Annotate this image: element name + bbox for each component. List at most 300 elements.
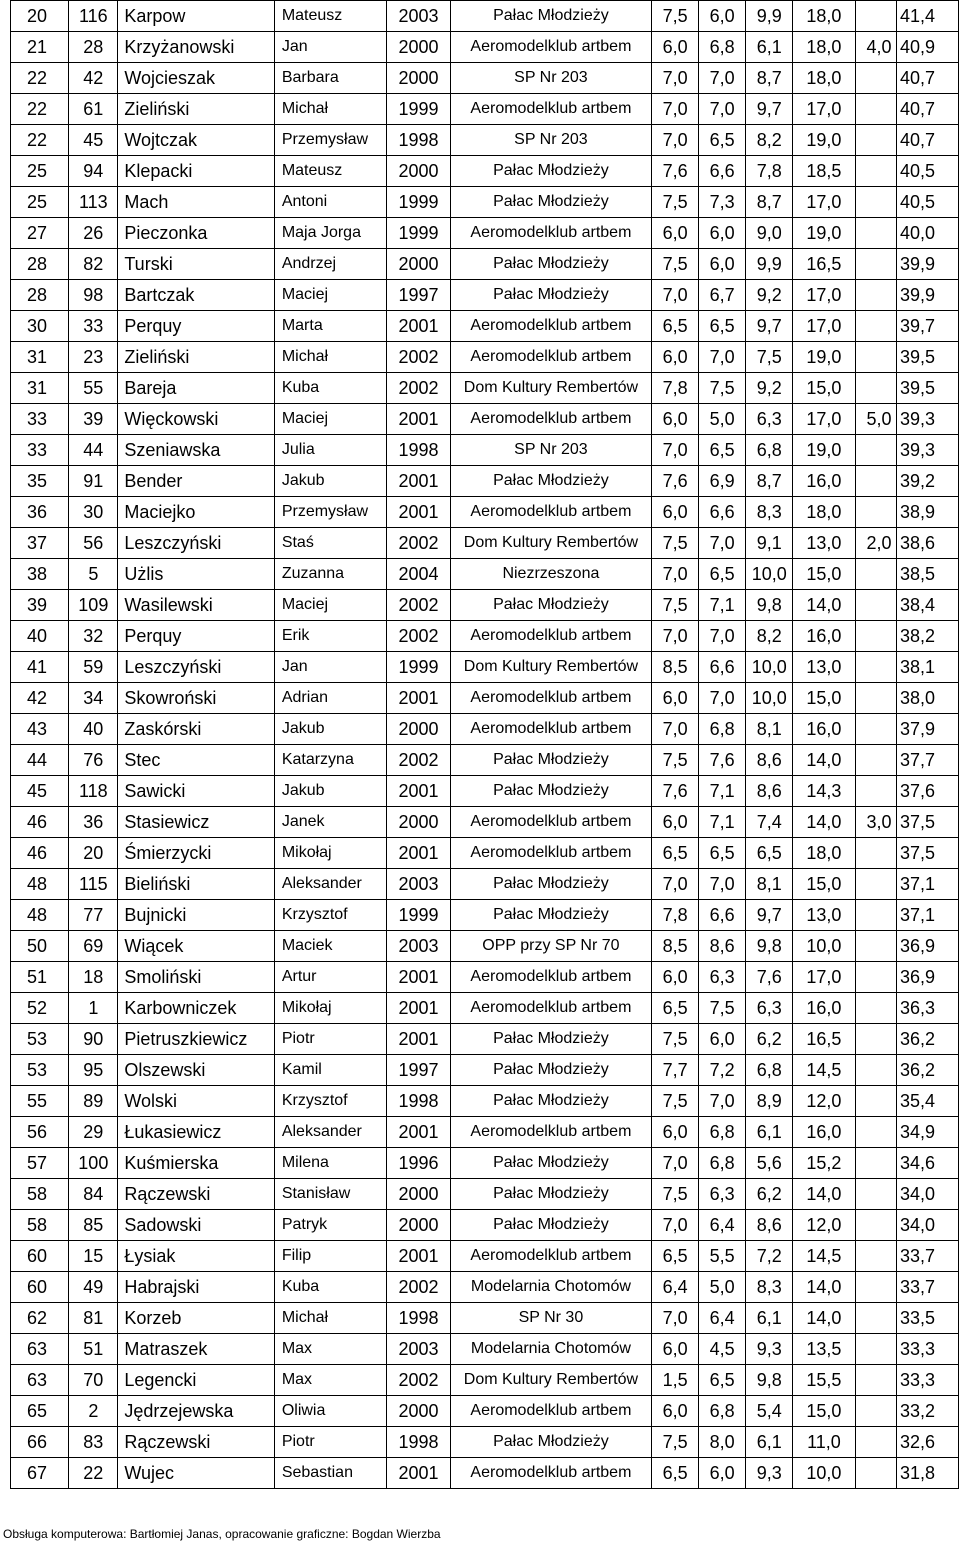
table-row [11,1179,959,1210]
birth-year-cell: 2000 [387,1179,450,1210]
first-name-cell: Przemysław [274,125,386,156]
score-3-cell: 9,7 [746,311,793,342]
club-cell: Aeromodelklub artbem [450,807,651,838]
birth-year-cell: 1999 [387,187,450,218]
penalty-cell [855,962,896,993]
total-cell: 38,9 [896,497,959,528]
penalty-cell [855,373,896,404]
last-name-cell: Zaskórski [118,714,274,745]
score-1-cell: 7,0 [652,1210,699,1241]
club-cell: Modelarnia Chotomów [450,1272,651,1303]
score-2-cell: 6,6 [699,497,746,528]
last-name-cell: Rączewski [118,1427,274,1458]
last-name-cell: Wojtczak [118,125,274,156]
birth-year-cell: 2002 [387,373,450,404]
birth-year-cell: 2001 [387,466,450,497]
score-1-cell: 7,7 [652,1055,699,1086]
start-number-cell: 91 [69,466,118,497]
club-cell: Aeromodelklub artbem [450,497,651,528]
first-name-cell: Jakub [274,714,386,745]
penalty-cell [855,652,896,683]
score-2-cell: 7,1 [699,776,746,807]
place-cell: 46 [11,838,69,869]
start-number-cell: 30 [69,497,118,528]
score-4-cell: 19,0 [793,435,855,466]
place-cell: 25 [11,156,69,187]
start-number-cell: 94 [69,156,118,187]
first-name-cell: Andrzej [274,249,386,280]
score-1-cell: 6,0 [652,404,699,435]
place-cell: 20 [11,1,69,32]
score-4-cell: 18,5 [793,156,855,187]
last-name-cell: Bieliński [118,869,274,900]
table-row [11,311,959,342]
club-cell: SP Nr 203 [450,63,651,94]
score-2-cell: 7,3 [699,187,746,218]
table-row [11,94,959,125]
score-1-cell: 7,5 [652,1427,699,1458]
start-number-cell: 83 [69,1427,118,1458]
score-2-cell: 7,0 [699,528,746,559]
first-name-cell: Mateusz [274,156,386,187]
club-cell: Pałac Młodzieży [450,466,651,497]
last-name-cell: Perquy [118,311,274,342]
last-name-cell: Wolski [118,1086,274,1117]
total-cell: 37,1 [896,900,959,931]
last-name-cell: Zieliński [118,342,274,373]
start-number-cell: 44 [69,435,118,466]
score-2-cell: 7,0 [699,342,746,373]
place-cell: 60 [11,1272,69,1303]
first-name-cell: Adrian [274,683,386,714]
score-2-cell: 6,7 [699,280,746,311]
score-4-cell: 16,0 [793,1117,855,1148]
score-4-cell: 19,0 [793,218,855,249]
score-1-cell: 6,0 [652,1396,699,1427]
start-number-cell: 15 [69,1241,118,1272]
score-4-cell: 18,0 [793,63,855,94]
score-1-cell: 7,8 [652,373,699,404]
first-name-cell: Maja Jorga [274,218,386,249]
penalty-cell [855,249,896,280]
start-number-cell: 22 [69,1458,118,1489]
start-number-cell: 28 [69,32,118,63]
score-1-cell: 7,6 [652,156,699,187]
club-cell: Pałac Młodzieży [450,590,651,621]
score-2-cell: 7,0 [699,683,746,714]
score-2-cell: 8,6 [699,931,746,962]
last-name-cell: Bartczak [118,280,274,311]
last-name-cell: Leszczyński [118,528,274,559]
score-3-cell: 9,0 [746,218,793,249]
place-cell: 22 [11,125,69,156]
place-cell: 50 [11,931,69,962]
table-row [11,683,959,714]
score-2-cell: 6,5 [699,1365,746,1396]
last-name-cell: Karpow [118,1,274,32]
place-cell: 58 [11,1210,69,1241]
place-cell: 40 [11,621,69,652]
club-cell: Pałac Młodzieży [450,1427,651,1458]
score-3-cell: 8,2 [746,621,793,652]
score-2-cell: 6,0 [699,218,746,249]
club-cell: Aeromodelklub artbem [450,1458,651,1489]
penalty-cell [855,559,896,590]
place-cell: 35 [11,466,69,497]
penalty-cell [855,1,896,32]
birth-year-cell: 2002 [387,1272,450,1303]
birth-year-cell: 1999 [387,218,450,249]
birth-year-cell: 2002 [387,1365,450,1396]
last-name-cell: Kuśmierska [118,1148,274,1179]
total-cell: 39,3 [896,435,959,466]
score-4-cell: 14,0 [793,590,855,621]
total-cell: 38,6 [896,528,959,559]
score-3-cell: 7,6 [746,962,793,993]
table-row [11,807,959,838]
score-2-cell: 7,1 [699,807,746,838]
total-cell: 37,5 [896,838,959,869]
score-1-cell: 7,0 [652,1148,699,1179]
score-3-cell: 8,7 [746,466,793,497]
table-row [11,776,959,807]
score-4-cell: 14,5 [793,1055,855,1086]
start-number-cell: 109 [69,590,118,621]
total-cell: 38,0 [896,683,959,714]
start-number-cell: 85 [69,1210,118,1241]
score-2-cell: 6,3 [699,1179,746,1210]
total-cell: 33,7 [896,1241,959,1272]
table-row [11,1055,959,1086]
score-4-cell: 14,3 [793,776,855,807]
score-4-cell: 13,0 [793,900,855,931]
first-name-cell: Michał [274,94,386,125]
score-2-cell: 6,3 [699,962,746,993]
results-table-body [11,1,959,1489]
place-cell: 48 [11,869,69,900]
penalty-cell [855,1458,896,1489]
club-cell: Pałac Młodzieży [450,776,651,807]
table-row [11,1458,959,1489]
club-cell: Pałac Młodzieży [450,869,651,900]
total-cell: 31,8 [896,1458,959,1489]
table-row [11,404,959,435]
score-1-cell: 6,0 [652,218,699,249]
total-cell: 40,9 [896,32,959,63]
birth-year-cell: 1997 [387,1055,450,1086]
table-row [11,342,959,373]
first-name-cell: Maciej [274,280,386,311]
score-1-cell: 7,8 [652,900,699,931]
table-row [11,63,959,94]
score-1-cell: 8,5 [652,931,699,962]
place-cell: 58 [11,1179,69,1210]
place-cell: 48 [11,900,69,931]
score-3-cell: 7,8 [746,156,793,187]
score-3-cell: 9,8 [746,1365,793,1396]
score-1-cell: 7,0 [652,869,699,900]
start-number-cell: 55 [69,373,118,404]
score-3-cell: 6,2 [746,1179,793,1210]
start-number-cell: 18 [69,962,118,993]
score-2-cell: 6,6 [699,156,746,187]
score-2-cell: 7,1 [699,590,746,621]
total-cell: 39,9 [896,280,959,311]
total-cell: 38,2 [896,621,959,652]
club-cell: OPP przy SP Nr 70 [450,931,651,962]
penalty-cell [855,745,896,776]
place-cell: 51 [11,962,69,993]
club-cell: Aeromodelklub artbem [450,1396,651,1427]
score-4-cell: 15,0 [793,683,855,714]
score-1-cell: 6,4 [652,1272,699,1303]
first-name-cell: Max [274,1334,386,1365]
score-4-cell: 17,0 [793,311,855,342]
penalty-cell [855,714,896,745]
score-3-cell: 8,7 [746,187,793,218]
penalty-cell [855,1427,896,1458]
penalty-cell [855,931,896,962]
birth-year-cell: 2001 [387,776,450,807]
birth-year-cell: 2000 [387,32,450,63]
total-cell: 39,7 [896,311,959,342]
place-cell: 46 [11,807,69,838]
score-2-cell: 7,0 [699,869,746,900]
place-cell: 37 [11,528,69,559]
penalty-cell [855,1334,896,1365]
score-3-cell: 6,2 [746,1024,793,1055]
birth-year-cell: 1998 [387,1303,450,1334]
score-1-cell: 6,0 [652,32,699,63]
score-1-cell: 7,5 [652,745,699,776]
birth-year-cell: 1997 [387,280,450,311]
total-cell: 36,2 [896,1024,959,1055]
first-name-cell: Kuba [274,373,386,404]
club-cell: Aeromodelklub artbem [450,404,651,435]
club-cell: Pałac Młodzieży [450,900,651,931]
results-table [10,0,959,1489]
score-1-cell: 7,0 [652,714,699,745]
total-cell: 40,0 [896,218,959,249]
score-1-cell: 7,0 [652,559,699,590]
penalty-cell: 3,0 [855,807,896,838]
score-3-cell: 6,5 [746,838,793,869]
first-name-cell: Filip [274,1241,386,1272]
table-row [11,1272,959,1303]
last-name-cell: Smoliński [118,962,274,993]
last-name-cell: Mach [118,187,274,218]
score-1-cell: 1,5 [652,1365,699,1396]
first-name-cell: Kuba [274,1272,386,1303]
penalty-cell [855,497,896,528]
birth-year-cell: 2000 [387,1210,450,1241]
total-cell: 36,2 [896,1055,959,1086]
score-4-cell: 18,0 [793,32,855,63]
score-4-cell: 16,0 [793,466,855,497]
total-cell: 35,4 [896,1086,959,1117]
score-2-cell: 5,0 [699,1272,746,1303]
first-name-cell: Aleksander [274,1117,386,1148]
penalty-cell [855,280,896,311]
penalty-cell: 5,0 [855,404,896,435]
total-cell: 32,6 [896,1427,959,1458]
club-cell: SP Nr 30 [450,1303,651,1334]
table-row [11,1334,959,1365]
place-cell: 22 [11,63,69,94]
first-name-cell: Katarzyna [274,745,386,776]
score-3-cell: 6,8 [746,435,793,466]
table-row [11,1148,959,1179]
score-4-cell: 14,0 [793,807,855,838]
last-name-cell: Sawicki [118,776,274,807]
club-cell: Pałac Młodzieży [450,1148,651,1179]
first-name-cell: Jakub [274,466,386,497]
birth-year-cell: 2000 [387,714,450,745]
score-3-cell: 5,6 [746,1148,793,1179]
last-name-cell: Wujec [118,1458,274,1489]
table-row [11,218,959,249]
score-3-cell: 9,2 [746,280,793,311]
birth-year-cell: 1998 [387,1427,450,1458]
start-number-cell: 34 [69,683,118,714]
start-number-cell: 33 [69,311,118,342]
start-number-cell: 56 [69,528,118,559]
penalty-cell [855,94,896,125]
start-number-cell: 26 [69,218,118,249]
start-number-cell: 39 [69,404,118,435]
club-cell: Pałac Młodzieży [450,1,651,32]
penalty-cell [855,311,896,342]
score-4-cell: 17,0 [793,280,855,311]
start-number-cell: 49 [69,1272,118,1303]
table-row [11,1396,959,1427]
score-1-cell: 6,5 [652,838,699,869]
place-cell: 36 [11,497,69,528]
start-number-cell: 5 [69,559,118,590]
club-cell: Pałac Młodzieży [450,1086,651,1117]
place-cell: 30 [11,311,69,342]
score-4-cell: 10,0 [793,931,855,962]
last-name-cell: Sadowski [118,1210,274,1241]
score-4-cell: 10,0 [793,1458,855,1489]
score-3-cell: 9,3 [746,1458,793,1489]
score-4-cell: 19,0 [793,125,855,156]
club-cell: Dom Kultury Rembertów [450,1365,651,1396]
score-1-cell: 7,6 [652,776,699,807]
score-1-cell: 7,5 [652,1179,699,1210]
first-name-cell: Zuzanna [274,559,386,590]
penalty-cell [855,156,896,187]
birth-year-cell: 2001 [387,497,450,528]
start-number-cell: 82 [69,249,118,280]
penalty-cell: 4,0 [855,32,896,63]
last-name-cell: Łukasiewicz [118,1117,274,1148]
last-name-cell: Leszczyński [118,652,274,683]
last-name-cell: Śmierzycki [118,838,274,869]
first-name-cell: Patryk [274,1210,386,1241]
score-1-cell: 6,0 [652,1117,699,1148]
start-number-cell: 100 [69,1148,118,1179]
start-number-cell: 98 [69,280,118,311]
total-cell: 37,7 [896,745,959,776]
birth-year-cell: 2000 [387,249,450,280]
birth-year-cell: 2001 [387,962,450,993]
score-2-cell: 7,0 [699,1086,746,1117]
start-number-cell: 36 [69,807,118,838]
table-row [11,497,959,528]
score-2-cell: 6,0 [699,1024,746,1055]
score-2-cell: 8,0 [699,1427,746,1458]
first-name-cell: Maciej [274,590,386,621]
score-2-cell: 6,0 [699,1458,746,1489]
place-cell: 52 [11,993,69,1024]
score-1-cell: 7,5 [652,590,699,621]
score-4-cell: 15,2 [793,1148,855,1179]
last-name-cell: Wiącek [118,931,274,962]
table-row [11,931,959,962]
total-cell: 37,9 [896,714,959,745]
score-1-cell: 7,6 [652,466,699,497]
last-name-cell: Krzyżanowski [118,32,274,63]
club-cell: Pałac Młodzieży [450,156,651,187]
total-cell: 39,9 [896,249,959,280]
place-cell: 31 [11,342,69,373]
first-name-cell: Artur [274,962,386,993]
total-cell: 40,7 [896,63,959,94]
score-1-cell: 6,5 [652,311,699,342]
birth-year-cell: 2001 [387,1241,450,1272]
penalty-cell [855,1024,896,1055]
last-name-cell: Jędrzejewska [118,1396,274,1427]
start-number-cell: 29 [69,1117,118,1148]
table-row [11,373,959,404]
last-name-cell: Bender [118,466,274,497]
birth-year-cell: 2000 [387,63,450,94]
score-3-cell: 7,5 [746,342,793,373]
place-cell: 41 [11,652,69,683]
birth-year-cell: 1999 [387,652,450,683]
score-3-cell: 7,2 [746,1241,793,1272]
score-3-cell: 9,7 [746,900,793,931]
birth-year-cell: 1999 [387,94,450,125]
total-cell: 34,0 [896,1179,959,1210]
score-1-cell: 6,5 [652,1241,699,1272]
score-1-cell: 7,0 [652,63,699,94]
place-cell: 62 [11,1303,69,1334]
total-cell: 33,2 [896,1396,959,1427]
place-cell: 53 [11,1055,69,1086]
start-number-cell: 70 [69,1365,118,1396]
score-3-cell: 6,1 [746,1303,793,1334]
first-name-cell: Przemysław [274,497,386,528]
club-cell: Pałac Młodzieży [450,1210,651,1241]
start-number-cell: 84 [69,1179,118,1210]
first-name-cell: Oliwia [274,1396,386,1427]
table-row [11,745,959,776]
first-name-cell: Kamil [274,1055,386,1086]
total-cell: 36,9 [896,931,959,962]
table-row [11,1241,959,1272]
place-cell: 38 [11,559,69,590]
first-name-cell: Stanisław [274,1179,386,1210]
total-cell: 33,5 [896,1303,959,1334]
score-4-cell: 19,0 [793,342,855,373]
last-name-cell: Turski [118,249,274,280]
first-name-cell: Max [274,1365,386,1396]
score-2-cell: 6,8 [699,1117,746,1148]
birth-year-cell: 2001 [387,838,450,869]
start-number-cell: 90 [69,1024,118,1055]
